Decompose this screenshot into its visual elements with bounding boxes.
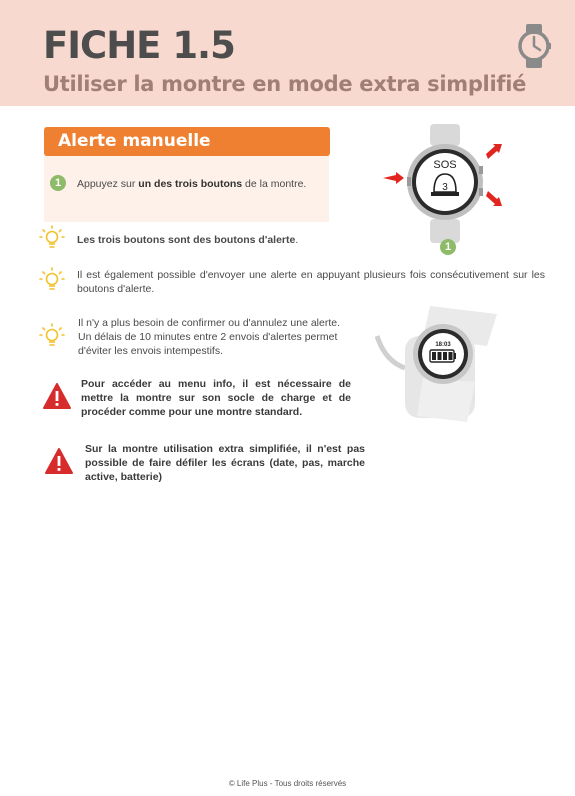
warning-icon [42, 382, 72, 410]
lightbulb-icon [38, 224, 66, 252]
arrow-left-icon [383, 172, 404, 184]
tip-2: Il est également possible d'envoyer une alerte en appuyant plusieurs fois consécutivement sur les boutons d'alerte. [77, 269, 545, 295]
arrow-top-right-icon [486, 144, 502, 159]
lightbulb-icon [38, 322, 66, 350]
section-title: Alerte manuelle [44, 127, 330, 156]
watch-badge: 1 [440, 239, 456, 255]
watch-screen-sos: SOS [433, 159, 457, 171]
warning-2: Sur la montre utilisation extra simplifiée, il n'est pas possible de faire défiler les écrans (date, pas, marche active, batterie) [85, 443, 365, 483]
watch-screen-countdown: 3 [442, 182, 448, 193]
footer: © Life Plus - Tous droits réservés [228, 779, 347, 788]
step-instruction: Appuyez sur un des trois boutons de la montre. [77, 178, 307, 190]
tip-3: Il n'y a plus besoin de confirmer ou d'annulez une alerte. Un délais de 10 minutes entre 2 envois d'alertes permet d'éviter les envois intempestifs. [78, 317, 341, 357]
step-number-badge: 1 [50, 175, 66, 191]
arrow-bottom-right-icon [486, 191, 502, 206]
warning-1: Pour accéder au menu info, il est nécessaire de mettre la montre sur son socle de charge et de procéder comme pour une montre standard. [81, 378, 351, 418]
lightbulb-icon [38, 266, 66, 294]
charger-illustration [375, 306, 505, 428]
page-subtitle: Utiliser la montre en mode extra simplifié [43, 72, 527, 96]
page-title: FICHE 1.5 [43, 24, 235, 67]
watch-illustration [378, 124, 508, 259]
watch-icon [516, 22, 552, 70]
charger-screen-time: 18:03 [435, 342, 451, 348]
warning-icon [44, 447, 74, 475]
tip-1: Les trois boutons sont des boutons d'alerte. [77, 234, 299, 246]
